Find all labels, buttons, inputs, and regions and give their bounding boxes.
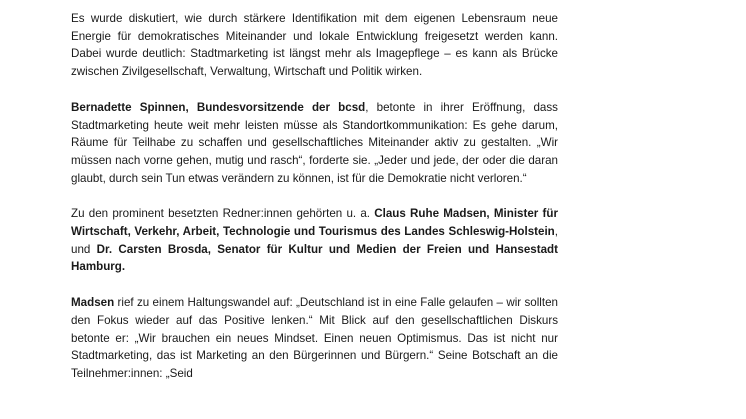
- speaker-spinnen: Bernadette Spinnen, Bundesvorsitzende der bcsd: [71, 100, 366, 114]
- speaker-madsen-title: Claus Ruhe Madsen, Minister für Wirtschaft, Verkehr, Arbeit, Technologie und Tourismus des Landes Schleswig-Holstein: [71, 207, 559, 239]
- document-page: [71, 10, 558, 401]
- speaker-madsen: Madsen: [71, 296, 115, 310]
- paragraph-spinnen: [71, 99, 558, 188]
- spinnen-text: , betonte in ihrer Eröffnung, dass Stadtmarketing heute weit mehr leisten müsse als Standortkommunikation: Es gehe darum, Räume für Teilhabe zu schaffen und gesellschaftliches Miteinander aktiv zu gestalten. „Wir müssen nach vorne gehen, mutig und rasch“, forderte sie. „Jeder und jede, der oder die daran glaubt, durch sein Tun etwas verändern zu können, ist für die Demokratie nicht verloren.“: [71, 100, 558, 185]
- intro-text: Es wurde diskutiert, wie durch stärkere Identifikation mit dem eigenen Lebensraum neue Energie für demokratisches Miteinander und lokale Entwicklung freigesetzt werden kann. Dabei wurde deutlich: Stadtmarketing ist längst mehr als Imagepflege – es kann als Brücke zwischen Zivilgesellschaft, Verwaltung, Wirtschaft und Politik wirken.: [71, 12, 558, 79]
- madsen-text: rief zu einem Haltungswandel auf: „Deutschland ist in eine Falle gelaufen – wir sollten den Fokus wieder auf das Positive lenken.“ Mit Blick auf den gesellschaftlichen Diskurs betonte er: „Wir brauchen ein neues Mindset. Einen neuen Optimismus. Das ist nicht nur Stadtmarketing, das ist Marketing an den Bürgerinnen und Bürgern.“ Seine Botschaft an die Teilnehmer:innen: „Seid: [71, 296, 558, 380]
- speakers-connector-text: , und: [71, 225, 558, 256]
- paragraph-intro: [71, 10, 558, 81]
- speaker-brosda-title: Dr. Carsten Brosda, Senator für Kultur und Medien der Freien und Hansestadt Hamburg.: [71, 242, 558, 274]
- paragraph-madsen: [71, 294, 558, 383]
- paragraph-speakers: [71, 205, 558, 276]
- speakers-intro-text: Zu den prominent besetzten Redner:innen gehörten u. a.: [71, 207, 375, 221]
